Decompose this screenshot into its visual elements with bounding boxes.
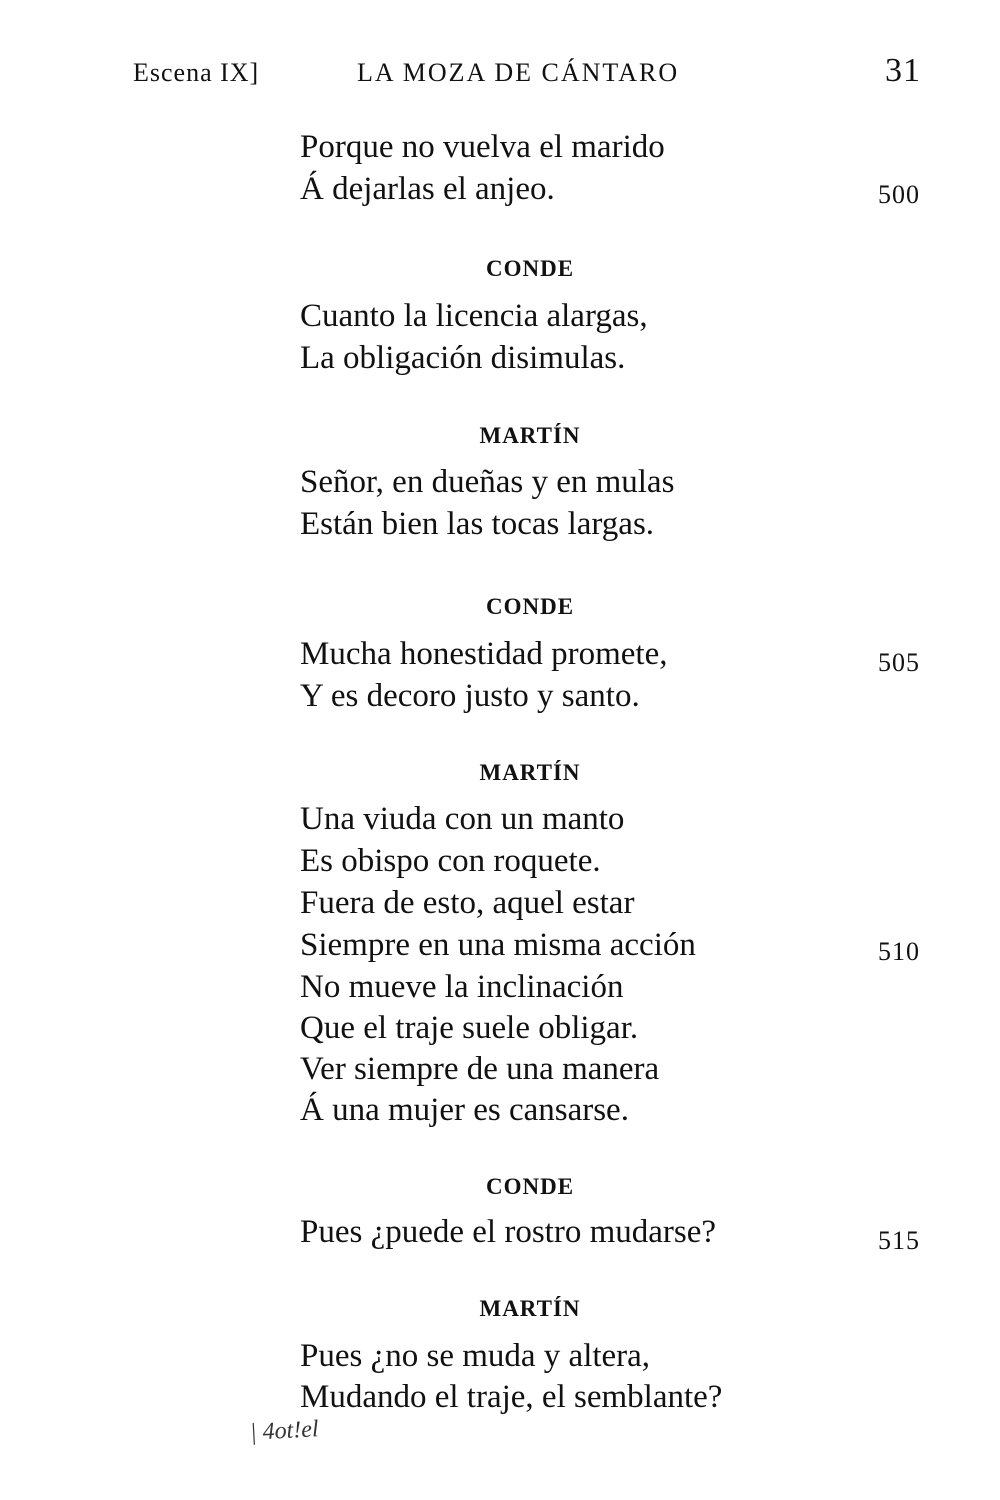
speaker-label: CONDE <box>485 1174 575 1199</box>
line-number: 505 <box>878 648 920 677</box>
verse-line: Están bien las tocas largas. <box>300 506 655 542</box>
speaker-label: MARTÍN <box>479 760 581 785</box>
verse-line: Mucha honestidad promete, <box>300 636 668 672</box>
verse-line: Una viuda con un manto <box>300 801 625 837</box>
verse-line: Mudando el traje, el semblante? <box>300 1379 723 1415</box>
speaker-label: CONDE <box>485 256 575 281</box>
verse-line: Que el traje suele obligar. <box>300 1010 639 1046</box>
speaker-label: MARTÍN <box>479 423 581 448</box>
speaker-label: CONDE <box>485 594 575 619</box>
verse-line: Siempre en una misma acción <box>300 927 696 963</box>
verse-line: Porque no vuelva el marido <box>300 129 665 165</box>
page-number: 31 <box>885 52 921 89</box>
verse-line: La obligación disimulas. <box>300 340 626 376</box>
scene-label: Escena IX] <box>133 58 260 87</box>
verse-line: Pues ¿puede el rostro mudarse? <box>300 1214 717 1250</box>
running-head <box>0 52 1000 92</box>
line-number: 500 <box>878 180 920 209</box>
verse-line: Pues ¿no se muda y altera, <box>300 1338 651 1374</box>
line-number: 510 <box>878 937 920 966</box>
verse-line: Ver siempre de una manera <box>300 1051 660 1087</box>
verse-line: Y es decoro justo y santo. <box>300 678 640 714</box>
handwritten-note: | 4ot!el <box>249 1416 320 1446</box>
play-title: LA MOZA DE CÁNTARO <box>357 58 680 87</box>
line-number: 515 <box>878 1226 920 1255</box>
verse-line: Señor, en dueñas y en mulas <box>300 464 675 500</box>
verse-line: Cuanto la licencia alargas, <box>300 298 648 334</box>
verse-line: Á una mujer es cansarse. <box>300 1092 629 1128</box>
speaker-label: MARTÍN <box>479 1296 581 1321</box>
verse-line: Fuera de esto, aquel estar <box>300 885 635 921</box>
verse-line: No mueve la inclinación <box>300 969 624 1005</box>
verse-line: Es obispo con roquete. <box>300 843 601 879</box>
verse-line: Á dejarlas el anjeo. <box>300 171 555 207</box>
